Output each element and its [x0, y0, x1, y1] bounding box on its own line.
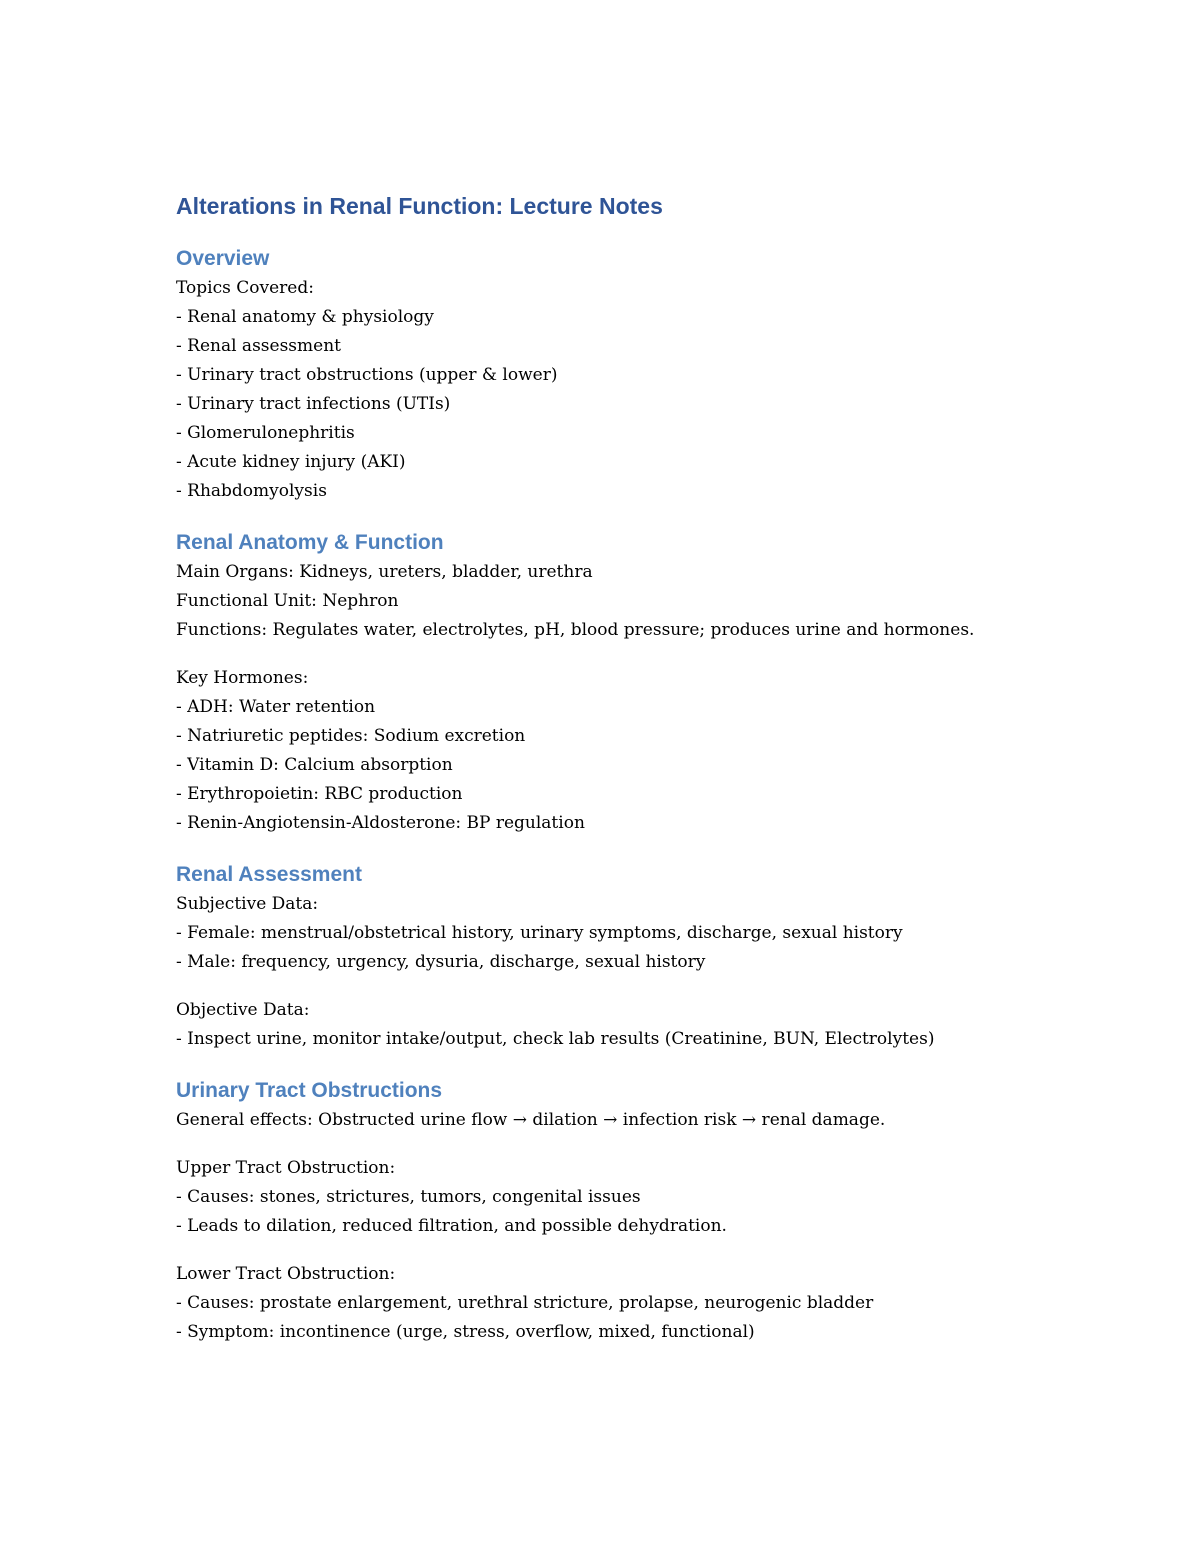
text-line: - Renin-Angiotensin-Aldosterone: BP regulation	[176, 813, 585, 833]
text-line: - Urinary tract obstructions (upper & lower)	[176, 365, 558, 385]
text-line: - Male: frequency, urgency, dysuria, discharge, sexual history	[176, 952, 706, 972]
text-line: - Inspect urine, monitor intake/output, check lab results (Creatinine, BUN, Electrolytes)	[176, 1029, 935, 1049]
section-heading: Renal Anatomy & Function	[176, 531, 444, 554]
section	[176, 528, 1056, 838]
text-line: - ADH: Water retention	[176, 697, 376, 717]
paragraph	[176, 274, 1056, 506]
paragraph	[176, 890, 1056, 977]
text-line: Objective Data:	[176, 1000, 310, 1020]
section-spacer	[176, 838, 1056, 860]
section	[176, 860, 1056, 1054]
text-line: - Vitamin D: Calcium absorption	[176, 755, 453, 775]
text-line: - Acute kidney injury (AKI)	[176, 452, 406, 472]
section-heading: Overview	[176, 247, 270, 270]
paragraph	[176, 996, 1056, 1054]
text-line: - Female: menstrual/obstetrical history, urinary symptoms, discharge, sexual history	[176, 923, 903, 943]
text-line: - Symptom: incontinence (urge, stress, overflow, mixed, functional)	[176, 1322, 755, 1342]
section	[176, 244, 1056, 506]
paragraph	[176, 1106, 1056, 1135]
text-line: General effects: Obstructed urine flow → dilation → infection risk → renal damage.	[176, 1110, 886, 1130]
section-heading: Renal Assessment	[176, 863, 362, 886]
text-line: Upper Tract Obstruction:	[176, 1158, 396, 1178]
text-line: Key Hormones:	[176, 668, 309, 688]
text-line: Subjective Data:	[176, 894, 319, 914]
text-line: Lower Tract Obstruction:	[176, 1264, 396, 1284]
text-line: - Glomerulonephritis	[176, 423, 355, 443]
text-line: Topics Covered:	[176, 278, 314, 298]
text-line: - Urinary tract infections (UTIs)	[176, 394, 451, 414]
text-line: - Causes: stones, strictures, tumors, congenital issues	[176, 1187, 641, 1207]
text-line: - Causes: prostate enlargement, urethral stricture, prolapse, neurogenic bladder	[176, 1293, 874, 1313]
paragraph	[176, 1260, 1056, 1347]
text-line: - Erythropoietin: RBC production	[176, 784, 463, 804]
paragraph-spacer	[176, 1135, 1056, 1154]
text-line: - Natriuretic peptides: Sodium excretion	[176, 726, 526, 746]
paragraph	[176, 1154, 1056, 1241]
section-spacer	[176, 506, 1056, 528]
text-line: Functional Unit: Nephron	[176, 591, 399, 611]
document-title: Alterations in Renal Function: Lecture Notes	[176, 193, 663, 219]
text-line: - Leads to dilation, reduced filtration, and possible dehydration.	[176, 1216, 727, 1236]
document-body	[176, 190, 1056, 1347]
text-line: - Renal anatomy & physiology	[176, 307, 434, 327]
paragraph-spacer	[176, 645, 1056, 664]
section-spacer	[176, 1054, 1056, 1076]
paragraph	[176, 664, 1056, 838]
paragraph-spacer	[176, 1241, 1056, 1260]
text-line: - Renal assessment	[176, 336, 341, 356]
text-line: Functions: Regulates water, electrolytes, pH, blood pressure; produces urine and hormones.	[176, 620, 975, 640]
sections-container	[176, 244, 1056, 1347]
text-line: - Rhabdomyolysis	[176, 481, 327, 501]
section-heading: Urinary Tract Obstructions	[176, 1079, 443, 1102]
paragraph	[176, 558, 1056, 645]
section	[176, 1076, 1056, 1347]
paragraph-spacer	[176, 977, 1056, 996]
text-line: Main Organs: Kidneys, ureters, bladder, urethra	[176, 562, 593, 582]
